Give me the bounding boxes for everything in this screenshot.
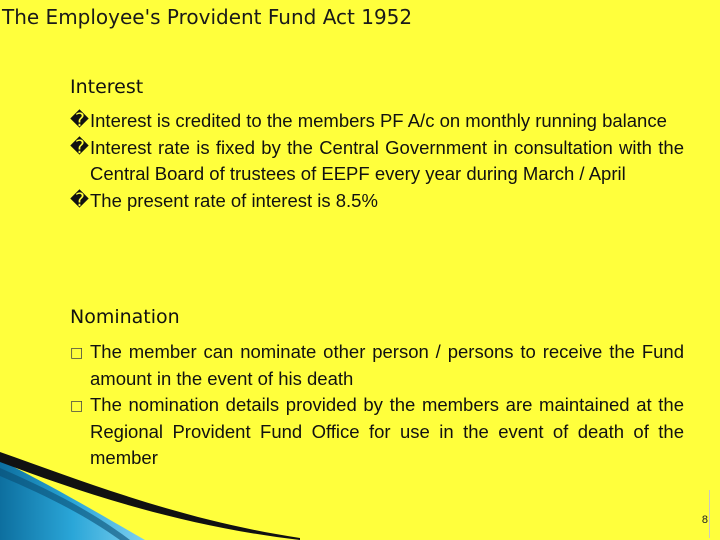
bullet-marker: � <box>70 110 89 131</box>
section-heading-nomination: Nomination <box>70 306 180 328</box>
list-item <box>70 188 684 215</box>
section-heading-interest: Interest <box>70 76 144 98</box>
bullet-text: The nomination details provided by the members are maintained at the Regional Provident Fund Office for use in the event of death of the member <box>90 394 684 468</box>
list-item <box>70 135 684 188</box>
bullet-text: Interest rate is fixed by the Central Government in consultation with the Central Board of trustees of EEPF every year during March / April <box>90 136 684 184</box>
bullet-text: The present rate of interest is 8.5% <box>90 189 378 211</box>
slide-title: The Employee's Provident Fund Act 1952 <box>2 5 413 29</box>
list-item <box>70 339 684 392</box>
bullet-marker: � <box>70 136 89 158</box>
interest-bullet-list <box>70 108 684 214</box>
checkbox-icon: □ <box>70 345 84 361</box>
list-item <box>70 108 684 135</box>
decorative-swoosh <box>0 420 300 540</box>
bullet-text: The member can nominate other person / persons to receive the Fund amount in the event of his death <box>90 341 684 389</box>
bullet-marker: � <box>70 189 89 211</box>
checkbox-icon: □ <box>70 398 84 414</box>
footer-divider <box>709 490 710 538</box>
page-number: 8 <box>701 514 708 526</box>
bullet-text: Interest is credited to the members PF A/c on monthly running balance <box>90 110 667 131</box>
